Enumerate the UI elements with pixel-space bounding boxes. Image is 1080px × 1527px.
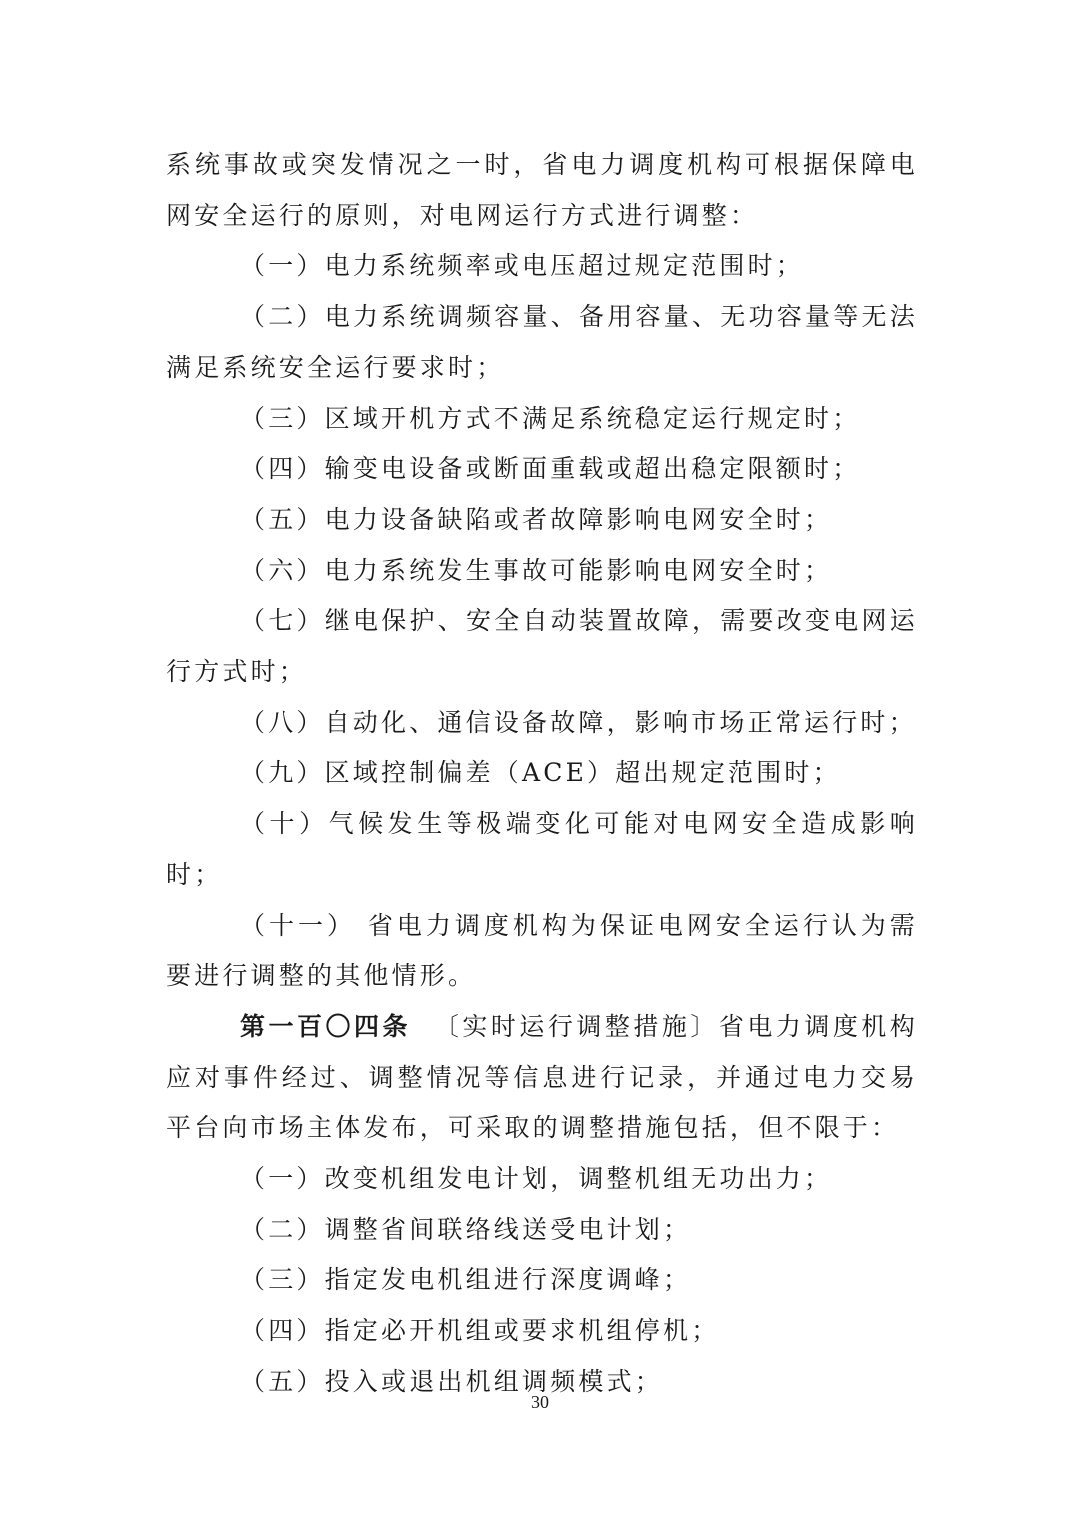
article-text: 〔实时运行调整措施〕省电力调度机构应对事件经过、调整情况等信息进行记录，并通过电力交易平台向市场主体发布，可采取的调整措施包括，但不限于： — [166, 1011, 919, 1143]
paragraph-intro: 系统事故或突发情况之一时，省电力调度机构可根据保障电网安全运行的原则，对电网运行方式进行调整： — [166, 150, 918, 230]
condition-item-5: （五）电力设备缺陷或者故障影响电网安全时； — [240, 504, 833, 534]
measure-item-1: （一）改变机组发电计划，调整机组无功出力； — [240, 1164, 833, 1194]
condition-item-2: （二）电力系统调频容量、备用容量、无功容量等无法满足系统安全运行要求时； — [166, 302, 918, 382]
article-title: 第一百〇四条 — [240, 1011, 411, 1041]
condition-item-7: （七）继电保护、安全自动装置故障，需要改变电网运行方式时； — [166, 606, 918, 687]
document-body — [166, 140, 918, 1408]
condition-item-8: （八）自动化、通信设备故障，影响市场正常运行时； — [240, 707, 917, 737]
measure-item-2: （二）调整省间联络线送受电计划； — [240, 1214, 692, 1244]
condition-item-10: （十）气候发生等极端变化可能对电网安全造成影响时； — [166, 809, 918, 889]
condition-item-11: （十一） 省电力调度机构为保证电网安全运行认为需要进行调整的其他情形。 — [166, 910, 918, 991]
condition-item-1: （一）电力系统频率或电压超过规定范围时； — [240, 251, 805, 281]
condition-item-3: （三）区域开机方式不满足系统稳定运行规定时； — [240, 403, 861, 433]
condition-item-4: （四）输变电设备或断面重载或超出稳定限额时； — [240, 454, 861, 484]
article-paragraph — [166, 1002, 918, 1154]
condition-item-9: （九）区域控制偏差（ACE）超出规定范围时； — [240, 758, 841, 788]
measure-item-4: （四）指定必开机组或要求机组停机； — [240, 1316, 720, 1346]
measure-item-3: （三）指定发电机组进行深度调峰； — [240, 1265, 692, 1295]
page-number: 30 — [531, 1392, 549, 1412]
condition-item-6: （六）电力系统发生事故可能影响电网安全时； — [240, 555, 833, 585]
measure-item-5: （五）投入或退出机组调频模式； — [240, 1366, 664, 1396]
